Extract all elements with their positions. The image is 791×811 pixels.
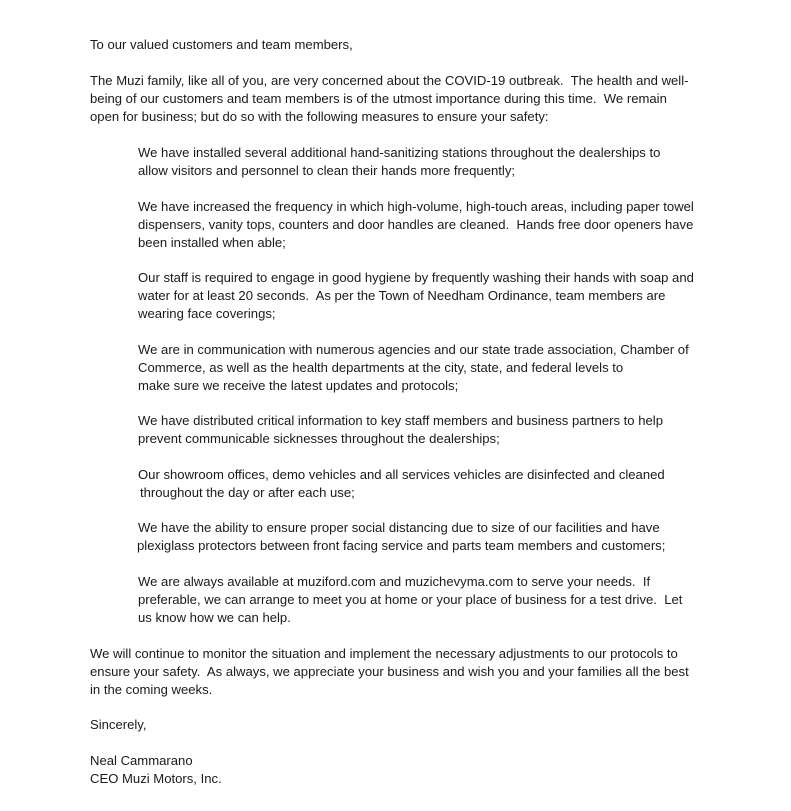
measure-line: been installed when able; [138, 235, 286, 250]
intro-line: open for business; but do so with the following measures to ensure your safety: [90, 109, 549, 124]
measure-line: preferable, we can arrange to meet you at home or your place of business for a test drive. Let [138, 592, 683, 607]
measure-line: We are always available at muziford.com and muzichevyma.com to serve your needs. If [138, 574, 651, 589]
measure-line: Commerce, as well as the health departments at the city, state, and federal levels to [138, 360, 624, 375]
measure-line: We have distributed critical information to key staff members and business partners to help [138, 413, 663, 428]
intro-line: The Muzi family, like all of you, are very concerned about the COVID-19 outbreak. The health and well- [90, 73, 689, 88]
measure-line: We are in communication with numerous agencies and our state trade association, Chamber of [138, 342, 689, 357]
measure-line: Our staff is required to engage in good hygiene by frequently washing their hands with soap and [138, 270, 694, 285]
measure-line: We have increased the frequency in which high-volume, high-touch areas, including paper towel [138, 199, 694, 214]
measure-line: throughout the day or after each use; [140, 485, 355, 500]
measure-line: plexiglass protectors between front facing service and parts team members and customers; [137, 538, 666, 553]
greeting: To our valued customers and team members, [90, 37, 353, 52]
closing-line: ensure your safety. As always, we appreciate your business and wish you and your families all the best [90, 664, 689, 679]
measure-line: water for at least 20 seconds. As per the Town of Needham Ordinance, team members are [138, 288, 666, 303]
closing-line: in the coming weeks. [90, 682, 213, 697]
measure-line: allow visitors and personnel to clean their hands more frequently; [138, 163, 516, 178]
signer-name: Neal Cammarano [90, 753, 193, 768]
signoff: Sincerely, [90, 717, 147, 732]
measure-line: We have the ability to ensure proper social distancing due to size of our facilities and have [138, 520, 660, 535]
measure-line: us know how we can help. [138, 610, 291, 625]
measure-line: make sure we receive the latest updates and protocols; [138, 378, 459, 393]
measure-line: prevent communicable sicknesses throughout the dealerships; [138, 431, 500, 446]
measure-line: Our showroom offices, demo vehicles and all services vehicles are disinfected and cleaned [138, 467, 665, 482]
measure-line: We have installed several additional hand-sanitizing stations throughout the dealerships to [138, 145, 661, 160]
signer-title: CEO Muzi Motors, Inc. [90, 771, 222, 786]
closing-line: We will continue to monitor the situation and implement the necessary adjustments to our protocols to [90, 646, 678, 661]
measure-line: wearing face coverings; [138, 306, 276, 321]
intro-line: being of our customers and team members is of the utmost importance during this time. We remain [90, 91, 667, 106]
measure-line: dispensers, vanity tops, counters and door handles are cleaned. Hands free door openers have [138, 217, 694, 232]
